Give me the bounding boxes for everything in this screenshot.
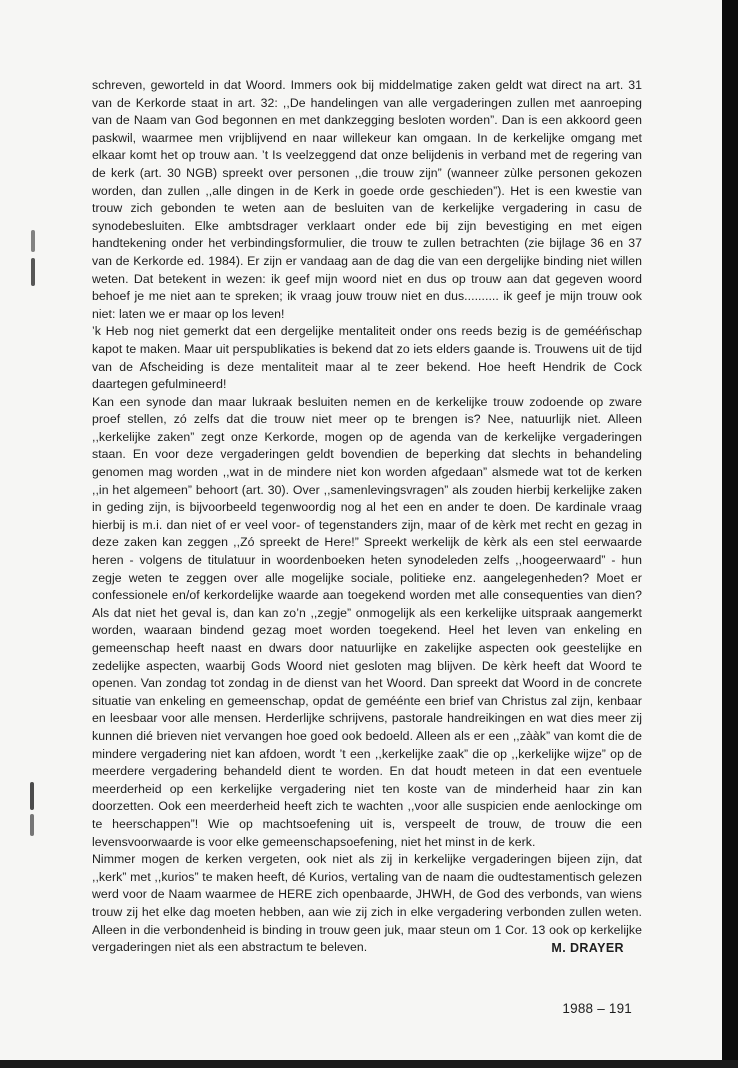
article-body bbox=[92, 77, 642, 957]
paragraph-3: Kan een synode dan maar lukraak besluiten nemen en de kerkelijke trouw zodoende op zware proef stellen, zó zelfs dat die trouw niet meer op te brengen is? Nee, natuurlijk niet. Alleen ,,kerkelijke zaken” zegt onze Kerkorde, mogen op de agenda van de kerkelijke vergaderingen staan. En voor deze vergaderingen geldt bovendien de beperking dat slechts in behandeling genomen mag worden ,,wat in de mindere niet kon worden afgedaan” alsmede wat tot de kerken ,,in het algemeen” behoort (art. 30). Over ,,samenlevingsvragen” als zouden hierbij kerkelijke zaken in geding zijn, is bijvoorbeeld tegenwoordig nog al het een en ander te doen. De kardinale vraag hierbij is m.i. dan niet of er veel voor- of tegenstanders zijn, maar of de kèrk met recht en gezag in deze zaken kan zeggen ,,Zó spreekt de Here!” Spreekt werkelijk de kèrk als een stel eerwaarde heren - volgens de titulatuur in woordenboeken heten synodeleden zelfs ,,hoogeerwaard” - hun zegje weten te zeggen over alle mogelijke sociale, politieke enz. aangelegenheden? Moet er confessionele en/of kerkordelijke waarde aan toegekend worden met alle consequenties van dien? Als dat niet het geval is, dan kan zo’n ,,zegje” onmogelijk als een kerkelijke uitspraak aangemerkt worden, waaraan bindend gezag moet worden toegekend. Heel het leven van enkeling en gemeenschap heeft naast en dwars door natuurlijke en zakelijke aspecten ook geestelijke en zedelijke aspecten, waarbij Gods Woord niet gesloten mag blijven. De kèrk heeft dat Woord te openen. Van zondag tot zondag in de dienst van het Woord. Dan spreekt dat Woord in de concrete situatie van enkeling en gemeenschap, opdat de geméénte een brief van Christus zal zijn, kenbaar en leesbaar voor alle mensen. Herderlijke schrijvens, pastorale handreikingen en wat dies meer zij kunnen dié brieven niet vervangen hoe goed ook bedoeld. Alleen als er een ,,zààk” van komt die de mindere vergadering niet kan afdoen, wordt ’t een ,,kerkelijke zaak” die op ,,kerkelijke wijze” op de meerdere vergadering behandeld dient te worden. En dat houdt meteen in dat een eventuele meerderheid op een kerkelijke vergadering niet ten koste van de minderheid haar zin kan doorzetten. Ook een meerderheid heeft zich te wachten ,,voor alle suspicien ende aenlockinge om te heerschappen”! Wie op machtsoefening uit is, verspeelt de trouw, de trouw die een levensvoorwaarde is voor elke gemeenschapsoefening, niet het minst in de kerk. bbox=[92, 394, 642, 849]
paragraph-4: Nimmer mogen de kerken vergeten, ook niet als zij in kerkelijke vergaderingen bijeen zijn, dat ,,kerk” met ,,kurios” te maken heeft, dé Kurios, vertaling van de naam die oudtestamentisch gelezen werd voor de Naam waarmee de HERE zich openbaarde, JHWH, de God des verbonds, van wiens trouw zij het elke dag moeten hebben, aan wie zij zich in elke vergadering verbonden zullen weten. Alleen in die verbondenheid is binding in trouw geen juk, maar steun om 1 Cor. 13 ook op kerkelijke vergaderingen niet als een abstractum te beleven. bbox=[92, 852, 642, 955]
paragraph-1: schreven, geworteld in dat Woord. Immers ook bij middelmatige zaken geldt wat direct na art. 31 van de Kerkorde staat in art. 32: ,,De handelingen van alle vergaderingen zullen met aanroeping van de Naam van God begonnen en met dankzegging besloten worden”. Dan is een akkoord geen paskwil, waarmee men vrijblijvend en naar willekeur kan omgaan. In de kerkelijke omgang met elkaar komt het op trouw aan. ’t Is veelzeggend dat onze belijdenis in verband met de regering van de kerk (art. 30 NGB) spreekt over personen ,,die trouw zijn” (wanneer zùlke personen gekozen worden, dan zullen ,,alle dingen in de Kerk in goede orde geschieden”). Het is een kwestie van trouw zich gebonden te weten aan de besluiten van de kerkelijke vergadering in casu de synodebesluiten. Elke ambtsdrager verklaart onder ede bij zijn bevestiging en met eigen handtekening onder het verbindingsformulier, die trouw te zullen betrachten (zie bijlage 36 en 37 van de Kerkorde ed. 1984). Er zijn er vandaag aan de dag die van een dergelijke binding niet willen weten. Dat betekent in wezen: ik geef mijn woord niet en dus op trouw aan dat gegeven woord behoef je me niet aan te spreken; ik vraag jouw trouw niet en dus.......... ik geef je mijn trouw ook niet: laten we er maar op los leven! bbox=[92, 78, 642, 321]
margin-ink-mark bbox=[31, 230, 35, 252]
margin-ink-mark bbox=[30, 814, 34, 836]
scan-edge-bottom bbox=[0, 1060, 738, 1068]
author-signature: M. DRAYER bbox=[551, 941, 624, 955]
paragraph-2: ’k Heb nog niet gemerkt dat een dergelijke mentaliteit onder ons reeds bezig is de gemééńschap kapot te maken. Maar uit perspublikaties is bekend dat zo iets elders gaande is. Trouwens uit de tijd van de Afscheiding is deze mentaliteit maar al te zeer bekend. Hoe heeft Hendrik de Cock daartegen gefulmineerd! bbox=[92, 324, 642, 392]
page-number: 1988 – 191 bbox=[562, 1001, 632, 1016]
margin-ink-mark bbox=[30, 782, 34, 810]
margin-ink-mark bbox=[31, 258, 35, 286]
scan-edge-right bbox=[722, 0, 738, 1068]
